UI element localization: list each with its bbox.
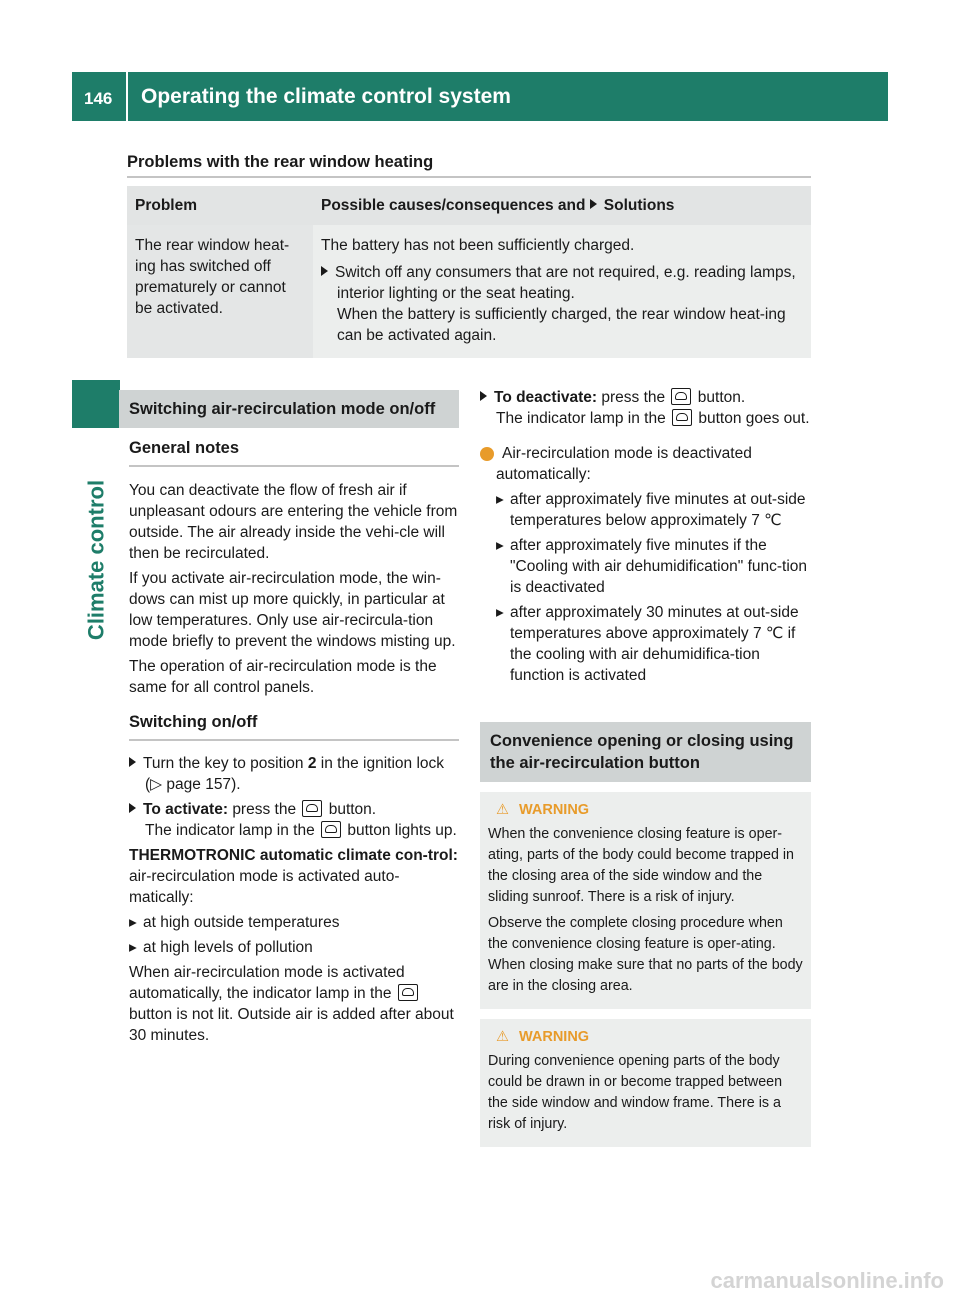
solution-note: When the battery is sufficiently charged, the rear window heat-ing can be activated again. <box>337 306 786 344</box>
info-icon: i <box>480 447 494 461</box>
list-item: ▸ after approximately 30 minutes at out-side temperatures above approximately 7 ℃ if the cooling with air dehumidifica-tion function is activated <box>496 602 811 686</box>
side-label: Climate control <box>83 479 109 641</box>
section-heading: Switching air-recirculation mode on/off <box>119 390 459 428</box>
section-heading: Convenience opening or closing using the air-recirculation button <box>480 722 811 782</box>
watermark: carmanualsonline.info <box>710 1268 944 1293</box>
general-notes-body <box>119 480 459 698</box>
header-solutions <box>313 186 811 225</box>
recirculation-button-icon <box>302 800 322 817</box>
thermotronic-note: THERMOTRONIC automatic climate con-trol: air-recirculation mode is activated auto-matically: <box>129 847 458 906</box>
problem-cell: The rear window heat-ing has switched off prematurely or cannot be activated. <box>127 225 313 358</box>
arrow-icon <box>129 757 136 767</box>
cause-text: The battery has not been sufficiently charged. <box>321 237 635 254</box>
divider <box>129 739 459 741</box>
step: To deactivate: press the button. <box>480 387 811 408</box>
divider <box>127 176 811 178</box>
paragraph: The operation of air-recirculation mode is the same for all control panels. <box>129 658 437 696</box>
warning-icon: ⚠ <box>496 1029 509 1045</box>
auto-note: When air-recirculation mode is activated automatically, the indicator lamp in the button is not lit. Outside air is added after about 30 minutes. <box>129 964 454 1044</box>
step: Turn the key to position 2 in the ignition lock (▷ page 157). <box>129 753 459 795</box>
general-notes-heading: General notes <box>129 439 240 457</box>
warning-box <box>480 1019 811 1147</box>
page-number: 146 <box>84 89 113 108</box>
warning-heading: ⚠ WARNING <box>488 800 803 821</box>
header-separator <box>126 72 128 121</box>
right-column <box>477 387 811 1147</box>
arrow-icon <box>480 391 487 401</box>
arrow-icon <box>321 266 328 276</box>
recirculation-button-icon <box>671 388 691 405</box>
recirculation-button-icon <box>672 409 692 426</box>
switching-body <box>119 753 459 1046</box>
step-note: The indicator lamp in the button lights up. <box>145 822 457 839</box>
list-item: ▸ at high levels of pollution <box>129 937 459 958</box>
solution-cell <box>313 225 811 358</box>
problems-title: Problems with the rear window heating <box>127 153 434 171</box>
info-note: i Air-recirculation mode is deactivated automatically: <box>477 445 752 483</box>
header-solutions-post: Solutions <box>603 197 675 214</box>
divider <box>129 465 459 467</box>
header-problem: Problem <box>127 186 313 225</box>
paragraph: If you activate air-recirculation mode, the win-dows can mist up more quickly, in particular at low temperatures. Only use air-recircula-tion mode briefly to prevent the windows misting up. <box>129 570 456 650</box>
recirculation-button-icon <box>398 984 418 1001</box>
table-header-row <box>127 186 811 225</box>
warning-icon: ⚠ <box>496 802 509 818</box>
solution-step <box>321 262 803 304</box>
solution-step-text: Switch off any consumers that are not required, e.g. reading lamps, interior lighting or the seat heating. <box>335 264 796 302</box>
warning-text: When the convenience closing feature is oper-ating, parts of the body could become trapped in the closing area of the side window and the sliding sunroof. There is a risk of injury. <box>488 826 794 905</box>
header-solutions-pre: Possible causes/consequences and <box>321 197 586 214</box>
warning-text: During convenience opening parts of the body could be drawn in or become trapped between the side window and window frame. There is a risk of injury. <box>488 1053 783 1132</box>
arrow-icon <box>590 199 597 209</box>
step-note: The indicator lamp in the button goes out. <box>496 410 810 427</box>
warning-box <box>480 792 811 1009</box>
recirculation-button-icon <box>321 821 341 838</box>
switching-heading: Switching on/off <box>129 713 258 731</box>
paragraph: You can deactivate the flow of fresh air if unpleasant odours are entering the vehicle from outside. The air already inside the vehi-cle will then be recirculated. <box>129 482 458 562</box>
info-list <box>480 489 811 686</box>
list-item: ▸ after approximately five minutes if the "Cooling with air dehumidification" func-tion is deactivated <box>496 535 811 598</box>
left-column <box>119 390 459 1046</box>
list-item: ▸ at high outside temperatures <box>129 912 459 933</box>
page-title: Operating the climate control system <box>141 85 511 108</box>
problems-table <box>127 186 811 358</box>
warning-heading: ⚠ WARNING <box>488 1027 803 1048</box>
side-tab <box>72 380 120 428</box>
warning-text: Observe the complete closing procedure when the convenience closing feature is oper-ating. When closing make sure that no parts of the body are in the closing area. <box>488 915 803 994</box>
list-item: ▸ after approximately five minutes at out-side temperatures below approximately 7 ℃ <box>496 489 811 531</box>
table-row <box>127 225 811 358</box>
step: To activate: press the button. <box>129 799 459 820</box>
arrow-icon <box>129 803 136 813</box>
